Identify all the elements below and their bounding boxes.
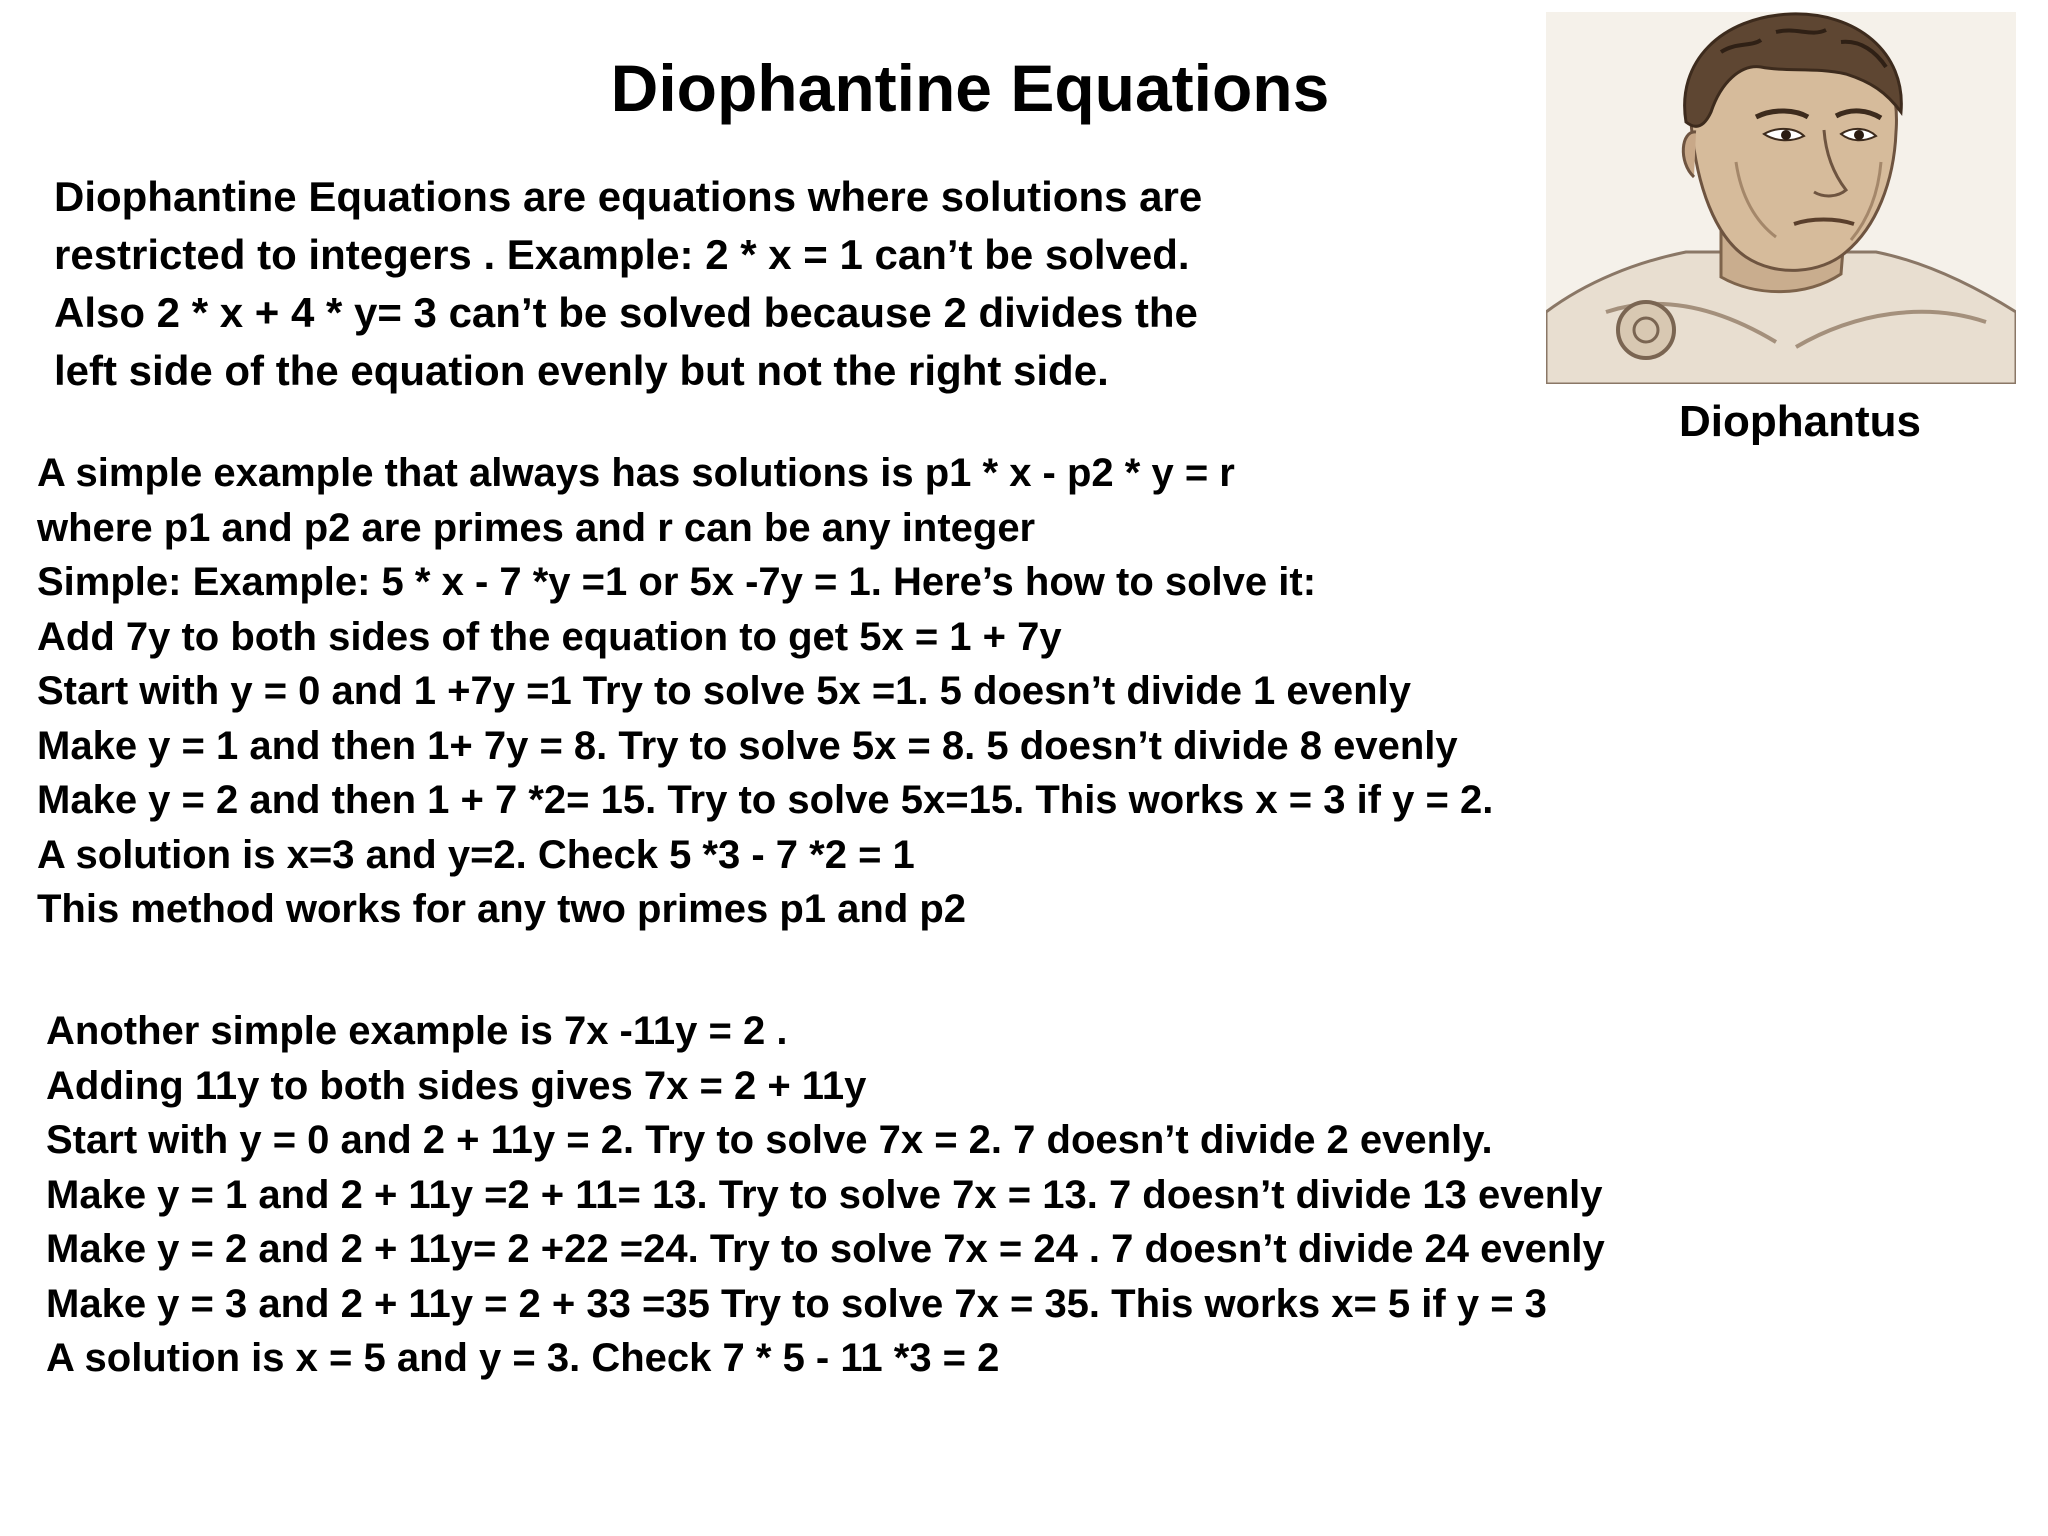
portrait-caption: Diophantus (1679, 397, 1921, 446)
text-line: Add 7y to both sides of the equation to get 5x = 1 + 7y (37, 614, 1062, 659)
text-line: Simple: Example: 5 * x - 7 *y =1 or 5x -7y = 1. Here’s how to solve it: (37, 560, 1317, 604)
intro-line: Also 2 * x + 4 * y= 3 can’t be solved because 2 divides the (54, 289, 1198, 336)
text-line: where p1 and p2 are primes and r can be any integer (37, 505, 1036, 550)
text-line: Adding 11y to both sides gives 7x = 2 + 11y (46, 1063, 867, 1108)
text-line: Start with y = 0 and 2 + 11y = 2. Try to solve 7x = 2. 7 doesn’t divide 2 evenly. (46, 1118, 1493, 1162)
page-title: Diophantine Equations (610, 51, 1330, 125)
text-line: Start with y = 0 and 1 +7y =1 Try to solve 5x =1. 5 doesn’t divide 1 evenly (37, 669, 1411, 713)
text-line: Make y = 2 and 2 + 11y= 2 +22 =24. Try to solve 7x = 24 . 7 doesn’t divide 24 evenly (46, 1227, 1605, 1271)
portrait-illustration (1546, 12, 2016, 384)
text-line: A solution is x=3 and y=2. Check 5 *3 - 7 *2 = 1 (37, 832, 915, 877)
text-line: A solution is x = 5 and y = 3. Check 7 * 5 - 11 *3 = 2 (46, 1336, 1000, 1380)
text-line: Make y = 1 and then 1+ 7y = 8. Try to solve 5x = 8. 5 doesn’t divide 8 evenly (37, 723, 1458, 768)
second-example-section (46, 1004, 1946, 1386)
intro-paragraph (54, 168, 1554, 400)
text-line: Another simple example is 7x -11y = 2 . (46, 1009, 788, 1053)
text-line: Make y = 3 and 2 + 11y = 2 + 33 =35 Try to solve 7x = 35. This works x= 5 if y = 3 (46, 1281, 1547, 1326)
intro-line: left side of the equation evenly but not the right side. (54, 347, 1109, 394)
prime-example-section (37, 446, 1737, 937)
text-line: Make y = 1 and 2 + 11y =2 + 11= 13. Try to solve 7x = 13. 7 doesn’t divide 13 evenly (46, 1172, 1603, 1217)
diophantus-portrait (1546, 12, 2016, 384)
text-line: This method works for any two primes p1 and p2 (37, 887, 967, 931)
text-line: Make y = 2 and then 1 + 7 *2= 15. Try to solve 5x=15. This works x = 3 if y = 2. (37, 778, 1494, 822)
intro-line: restricted to integers . Example: 2 * x = 1 can’t be solved. (54, 231, 1190, 278)
intro-line: Diophantine Equations are equations where solutions are (54, 173, 1203, 220)
text-line: A simple example that always has solutions is p1 * x - p2 * y = r (37, 451, 1235, 495)
